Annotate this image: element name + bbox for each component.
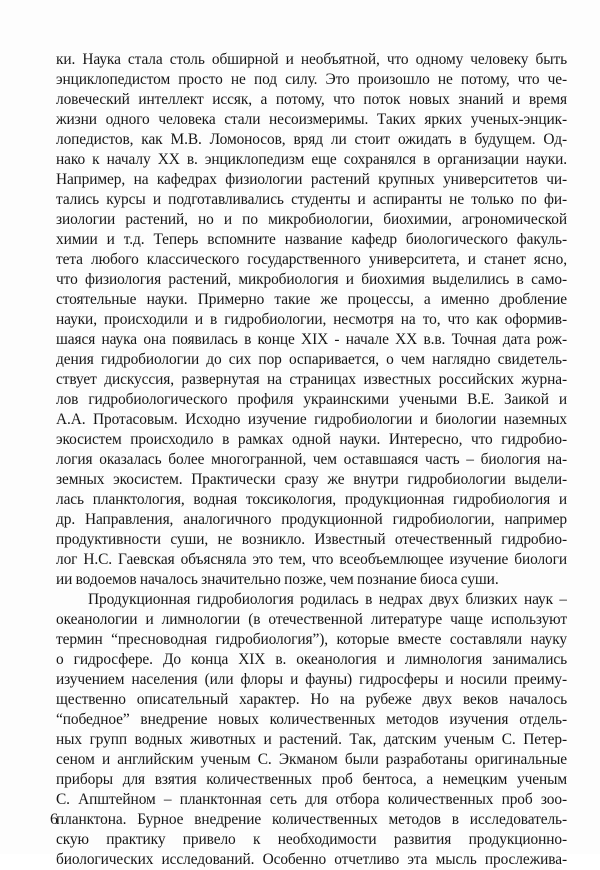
text-line: дения гидробиологии до сих пор оспаривается, о чем наглядно свидетель-: [56, 351, 567, 368]
text-line: щественно описательный характер. Но на рубеже двух веков началось: [56, 691, 567, 708]
text-line: ствует дискуссия, развернутая на страницах известных российских журна-: [56, 371, 567, 388]
text-line: скую практику привело к необходимости развития продукционно-: [56, 831, 567, 848]
text-line: химии и т.д. Теперь вспомните название кафедр биологического факуль-: [56, 231, 567, 248]
text-line: земных экосистем. Практически сразу же внутри гидробиологии выдели-: [56, 471, 567, 488]
text-line: лась планктология, водная токсикология, продукционная гидробиология и: [56, 491, 567, 508]
paragraph: [56, 590, 567, 870]
text-line: лог Н.С. Гаевская объясняла это тем, что всеобъемлющее изучение биологи: [56, 551, 567, 568]
text-line: науки, происходили и в гидробиологии, несмотря на то, что как оформив-: [56, 311, 567, 328]
text-line: Например, на кафедрах физиологии растений крупных университетов чи-: [56, 171, 567, 188]
text-line: стоятельные науки. Примерно такие же процессы, а именно дробление: [56, 291, 567, 308]
text-line: Продукционная гидробиология родилась в недрах двух близких наук –: [88, 591, 567, 608]
text-line: продуктивности суши, не возникло. Известный отечественный гидробио-: [56, 531, 567, 548]
text-line: ловеческий интеллект иссяк, а потому, что поток новых знаний и время: [56, 91, 567, 108]
text-line: лопедистов, как М.В. Ломоносов, вряд ли стоит ожидать в будущем. Од-: [56, 131, 567, 148]
text-line: тались курсы и подготавливались студенты и аспиранты не только по фи-: [56, 191, 567, 208]
text-line: сеном и английским ученым С. Экманом были разработаны оригинальные: [56, 751, 567, 768]
text-line: термин “пресноводная гидробиология”), которые вместе составляли науку: [56, 631, 567, 648]
text-line: что физиология растений, микробиология и биохимия выделились в само-: [56, 271, 567, 288]
text-line: логия оказалась более многогранной, чем оставшаяся часть – биология на-: [56, 451, 567, 468]
text-line: нако к началу XX в. энциклопедизм еще сохранялся в организации науки.: [56, 151, 567, 168]
text-line: приборы для взятия количественных проб бентоса, а немецким ученым: [56, 771, 567, 788]
text-line: А.А. Протасовым. Исходно изучение гидробиологии и биологии наземных: [56, 411, 567, 428]
text-line: др. Направления, аналогичного продукционной гидробиологии, например: [56, 511, 567, 528]
text-line: шаяся наука она появилась в конце XIX - начале XX в.в. Точная дата рож-: [56, 331, 567, 348]
text-line: энциклопедистом просто не под силу. Это произошло не потому, что че-: [56, 71, 567, 88]
body-text: [56, 50, 567, 870]
text-line: ных групп водных животных и растений. Так, датским ученым С. Петер-: [56, 731, 567, 748]
text-line: биологических исследований. Особенно отчетливо эта мысль прослежива-: [56, 851, 567, 868]
text-line: планктона. Бурное внедрение количественных методов в исследователь-: [56, 811, 567, 828]
text-line: ки. Наука стала столь обширной и необъятной, что одному человеку быть: [56, 51, 567, 68]
text-line: “победное” внедрение новых количественных методов изучения отдель-: [56, 711, 567, 728]
text-line: зиологии растений, но и по микробиологии, биохимии, агрономической: [56, 211, 567, 228]
text-line: океанологии и лимнологии (в отечественной литературе чаще используют: [56, 611, 567, 628]
text-line: изучением населения (или флоры и фауны) гидросферы и носили преиму-: [56, 671, 567, 688]
paragraph: [56, 50, 567, 590]
text-line: лов гидробиологического профиля украинскими учеными В.Е. Заикой и: [56, 391, 567, 408]
text-line: тета любого классического государственного университета, и станет ясно,: [56, 251, 567, 268]
page-number: 6: [50, 811, 58, 828]
text-line: С. Апштейном – планктонная сеть для отбора количественных проб зоо-: [56, 791, 567, 808]
text-line: жизни одного человека стали несоизмеримы. Таких ярких ученых-энцик-: [56, 111, 567, 128]
text-line: о гидросфере. До конца XIX в. океанология и лимнология занимались: [56, 651, 567, 668]
text-line: экосистем происходило в рамках одной науки. Интересно, что гидробио-: [56, 431, 567, 448]
text-line: ии водоемов началось значительно позже, чем познание биоса суши.: [56, 571, 499, 588]
